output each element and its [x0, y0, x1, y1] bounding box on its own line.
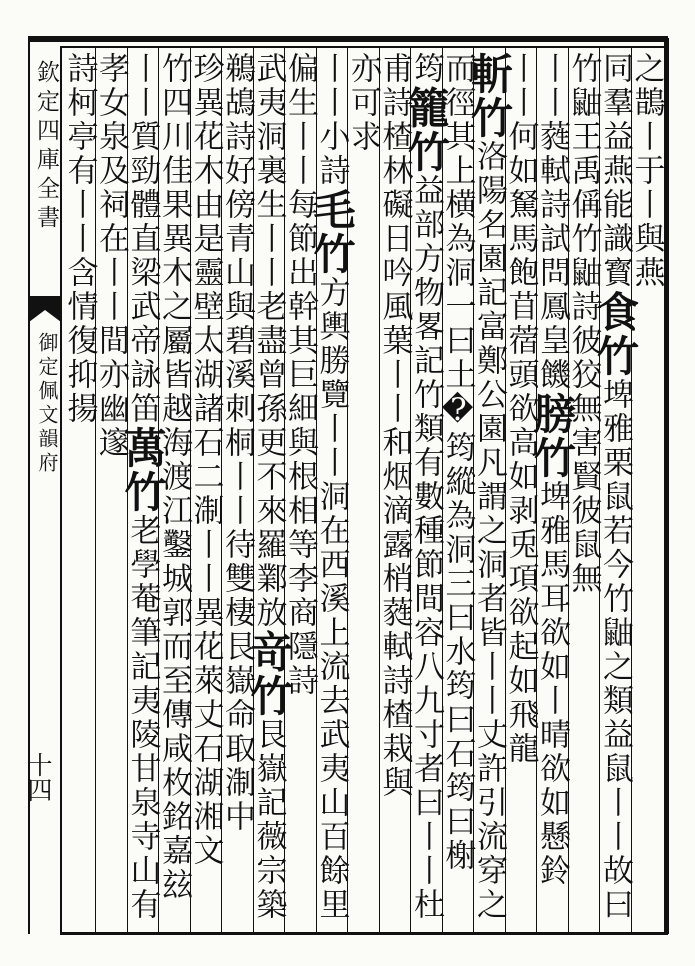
text-segment: 洛陽名園記富鄭公園凡謂之洞者皆丨丨丈許引流穿之 [471, 140, 507, 922]
text-segment: 丨丨質勁體直梁武帝詠笛 [124, 52, 161, 426]
heading-term: 毛竹 [307, 188, 357, 276]
text-segment: 丨丨何如駑馬飽苜蓿 [502, 52, 539, 358]
text-segment: 竹鼬王禹偁竹鼬詩彼狡無害賢彼鼠無 [565, 52, 602, 596]
text-segment: 埤雅馬耳欲如丨晴欲如懸鈴 [534, 480, 570, 888]
text-segment: 益部方物畧記竹類有數種節間容八九寸者曰丨丨杜 [408, 174, 444, 922]
text-segment: 甫詩楂林礙日吟風葉丨丨和烟滴露梢蕤軾詩楂栽與 [376, 52, 413, 800]
text-segment: 方輿勝覽丨丨洞在西溪上流去武夷山百餘里 [313, 276, 350, 922]
text-segment: 頭欲高如剥兎項欲起如飛龍 [502, 358, 539, 766]
heading-term: 斬竹 [465, 52, 514, 140]
text-segment: 老學菴筆記夷陵甘泉寺山有 [124, 514, 161, 922]
text-segment: 艮嶽記薇宗築 [250, 718, 287, 922]
heading-term: 籠竹 [402, 86, 451, 174]
heading-term: 萬竹 [118, 426, 168, 514]
text-segment: 丨丨蕤軾詩試問鳳皇饑 [534, 52, 570, 392]
text-segment: 武夷洞裏生丨丨老盡曾孫更不來羅鄴放 [250, 52, 287, 630]
text-segment: 丨丨小詩 [313, 52, 350, 188]
text-segment: 亦可求 [345, 52, 381, 154]
frame-top-inner-rule [60, 46, 666, 48]
heading-term: 食竹 [591, 290, 640, 378]
text-segment: 鵜鴣詩好傍青山與碧溪刺桐丨丨待雙棲 [219, 52, 255, 630]
text-segment: 而徑其上横為洞一曰土�筠縱為洞三曰水筠曰石筠曰榭 [439, 52, 476, 873]
fish-tail-mark-icon [27, 294, 63, 324]
text-segment: 艮嶽命取淛中 [219, 630, 255, 834]
text-segment: 珍異花木由是靈壁太湖諸石二淛丨丨異花萊丈石湖湘文 [187, 52, 224, 868]
folio-number: 十四 [24, 752, 53, 802]
text-segment: 之鵲丨于丨與燕 [628, 52, 665, 290]
text-segment: 竹四川佳果異木之屬皆越海渡江鑿城郭而至傳咸枚銘嘉玆 [156, 52, 192, 902]
running-head-subtitle: 御定佩文韻府 [35, 332, 59, 476]
frame-bottom-rule [60, 932, 668, 935]
text-column-9 [375, 52, 415, 800]
text-segment: 埤雅栗鼠若今竹鼬之類益鼠丨丨故曰 [597, 378, 633, 922]
text-segment: 同羣益燕能識寳 [597, 52, 633, 290]
text-segment: 詩柯亭有丨丨含情復抑揚 [61, 52, 98, 426]
heading-term: 竒竹 [244, 630, 294, 718]
frame-top-rule [28, 36, 668, 42]
heading-term: 膀竹 [528, 392, 577, 480]
text-column-19 [60, 52, 100, 426]
text-segment: 孝女泉及祠在丨丨間亦幽邃 [93, 52, 129, 460]
running-head-title: 欽定四庫全書 [33, 60, 59, 234]
text-segment: 筠 [408, 52, 444, 86]
text-segment: 偏生丨丨每節出幹其巨細與根相等李商隱詩 [282, 52, 318, 698]
